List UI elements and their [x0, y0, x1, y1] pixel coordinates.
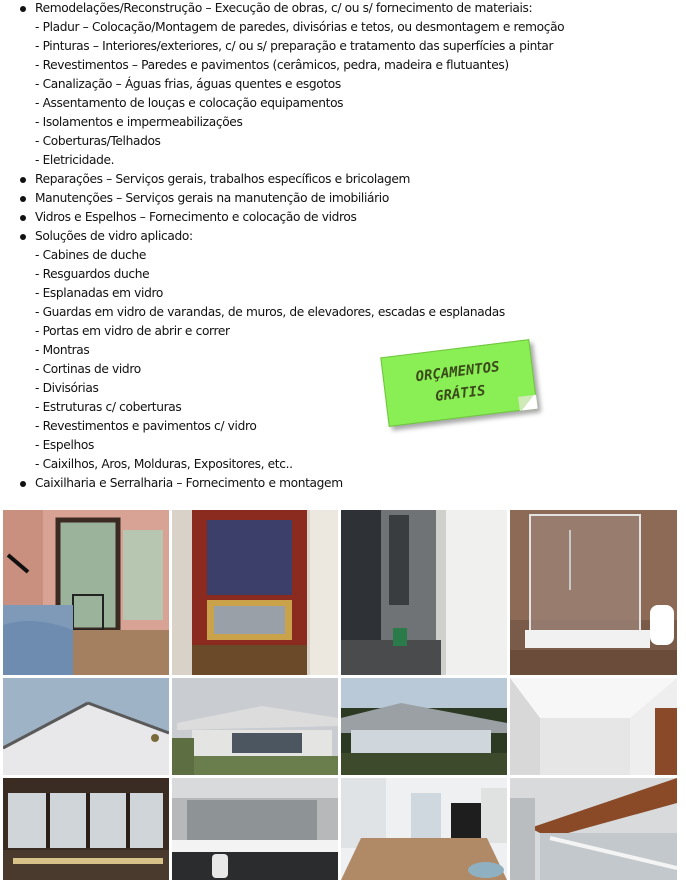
photo-glass-roof-terrace [341, 678, 507, 775]
bullet-icon [20, 6, 26, 12]
photo-white-room-ceiling [510, 678, 677, 775]
applied-item: - Cortinas de vidro [35, 362, 141, 376]
bullet-icon [20, 196, 26, 202]
note-line-2: GRÁTIS [434, 382, 487, 405]
photo-interior-doorway [341, 510, 507, 675]
service-frames: Caixilharia e Serralharia – Fornecimento e montagem [35, 476, 343, 490]
service-glass: Vidros e Espelhos – Fornecimento e colocação de vidros [35, 210, 357, 224]
note-line-1: ORÇAMENTOS [414, 359, 501, 386]
applied-item: - Divisórias [35, 381, 99, 395]
photo-glass-office-partition [3, 778, 169, 880]
service-maintenance: Manutenções – Serviços gerais na manutenção de imobiliário [35, 191, 389, 205]
remodel-item: - Isolamentos e impermeabilizações [35, 115, 243, 129]
applied-item: - Portas em vidro de abrir e correr [35, 324, 230, 338]
applied-item: - Resguardos duche [35, 267, 150, 281]
photo-balcony-glass-door [3, 510, 169, 675]
bullet-icon [20, 215, 26, 221]
photo-glass-ceiling [3, 678, 169, 775]
applied-item: - Esplanadas em vidro [35, 286, 163, 300]
applied-item: - Estruturas c/ coberturas [35, 400, 182, 414]
bullet-icon [20, 481, 26, 487]
remodel-item: - Revestimentos – Paredes e pavimentos (cerâmicos, pedra, madeira e flutuantes) [35, 58, 509, 72]
remodel-item: - Eletricidade. [35, 153, 115, 167]
remodel-item: - Canalização – Águas frias, águas quentes e esgotos [35, 77, 341, 91]
applied-item: - Montras [35, 343, 90, 357]
photo-red-glass-door [172, 510, 338, 675]
remodel-item: - Coberturas/Telhados [35, 134, 161, 148]
service-repairs: Reparações – Serviços gerais, trabalhos específicos e bricolagem [35, 172, 411, 186]
photo-bathroom-mirrors [172, 778, 338, 880]
photo-gallery [3, 510, 677, 880]
bullet-icon [20, 177, 26, 183]
applied-item: - Cabines de duche [35, 248, 147, 262]
applied-item: - Revestimentos e pavimentos c/ vidro [35, 419, 257, 433]
photo-white-empty-room [341, 778, 507, 880]
remodel-item: - Pinturas – Interiores/exteriores, c/ ou s/ preparação e tratamento das superfícies a pintar [35, 39, 554, 53]
remodel-item: - Pladur – Colocação/Montagem de paredes, divisórias e tetos, ou desmontagem e remoção [35, 20, 565, 34]
photo-wood-ceiling-stairs [510, 778, 677, 880]
applied-item: - Caixilhos, Aros, Molduras, Expositores, etc.. [35, 457, 293, 471]
applied-item: - Espelhos [35, 438, 94, 452]
applied-item: - Guardas em vidro de varandas, de muros, de elevadores, escadas e esplanadas [35, 305, 505, 319]
service-remodel-title: Remodelações/Reconstrução – Execução de obras, c/ ou s/ fornecimento de materiais: [35, 1, 533, 15]
photo-glass-shower-cabin [510, 510, 677, 675]
photo-house-exterior [172, 678, 338, 775]
bullet-icon [20, 234, 26, 240]
remodel-item: - Assentamento de louças e colocação equipamentos [35, 96, 344, 110]
free-quote-sticky-note [380, 339, 537, 427]
service-applied-title: Soluções de vidro aplicado: [35, 229, 193, 243]
